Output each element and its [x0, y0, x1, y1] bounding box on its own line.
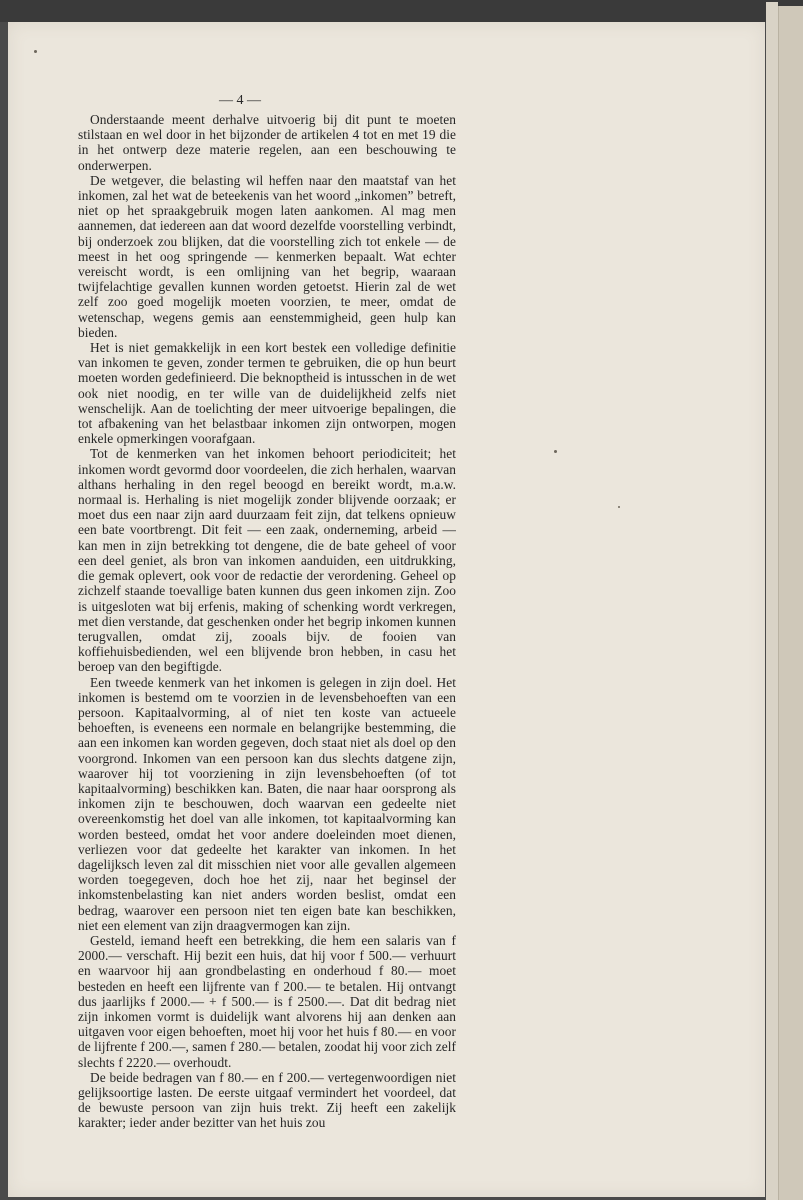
paper-speck: [554, 450, 557, 453]
paper-speck: [618, 506, 620, 508]
page-edge: [766, 2, 778, 1200]
scan-background: [0, 0, 803, 22]
paragraph: Onderstaande meent derhalve uitvoerig bij dit punt te moeten stilstaan en wel door in het bijzonder de artikelen 4 tot en met 19 die in het ontwerp deze materie regelen, aan een beschouwing te onderwerpen.: [78, 112, 456, 173]
paragraph: Een tweede kenmerk van het inkomen is gelegen in zijn doel. Het inkomen is bestemd om te voorzien in de levensbehoeften van een persoon. Kapitaalvorming, al of niet ten koste van actueele behoeften, is eveneens een normale en belangrijke bestemming, die aan een inkomen kan worden gegeven, doch staat niet als doel op den voorgrond. Inkomen van een persoon kan dus slechts datgene zijn, waarover hij tot voorziening in zijn levensbehoeften (of tot kapitaalvorming) beschikken kan. Baten, die naar haar oorsprong als inkomen zijn te beschouwen, doch waarvan een gedeelte niet overeenkomstig het doel van alle inkomen, tot kapitaalvorming kan worden besteed, omdat het voor andere doeleinden moet dienen, verliezen voor dat gedeelte het karakter van inkomen. In het dagelijksch leven zal dit misschien niet voor alle gevallen algemeen worden toegegeven, doch hoe het zij, naar het beginsel der inkomstenbelasting kan niet anders worden beslist, omdat een bedrag, waarover een persoon niet ten eigen bate kan beschikken, niet een element van zijn draagvermogen kan zijn.: [78, 674, 456, 933]
paragraph: Gesteld, iemand heeft een betrekking, die hem een salaris van f 2000.— verschaft. Hij bezit een huis, dat hij voor f 500.— verhuurt en waarvoor hij aan grondbelasting en onderhoud f 80.— moet besteden en heeft een lijfrente van f 200.— te betalen. Hij ontvangt dus jaarlijks f 2000.— + f 500.— is f 2500.—. Dat dit bedrag niet zijn inkomen vormt is duidelijk want alvorens hij aan denken aan uitgaven voor eigen behoeften, moet hij voor het huis f 80.— en voor de lijfrente f 200.—, samen f 280.— betalen, zoodat hij voor zich zelf slechts f 2220.— overhoudt.: [78, 932, 456, 1070]
body-text: [78, 112, 456, 1131]
paper-speck: [34, 50, 37, 53]
paragraph: De wetgever, die belasting wil heffen naar den maatstaf van het inkomen, zal het wat de beteekenis van het woord „inkomen” betreft, niet op het spraakgebruik mogen laten aankomen. Al mag men aannemen, dat iedereen aan dat woord dezelfde voorstelling verbindt, bij onderzoek zou blijken, dat die voorstelling zich tot enkele — de meest in het oog springende — kenmerken bepaalt. Wat echter vereischt wordt, is een omlijning van het begrip, waaraan twijfelachtige gevallen kunnen worden getoetst. Hierin zal de wet zelf zoo goed mogelijk moeten voorzien, te meer, omdat de wetenschap, wegens gemis aan eenstemmigheid, geen hulp kan bieden.: [78, 172, 456, 340]
next-page-edge: [778, 6, 803, 1200]
paragraph: Tot de kenmerken van het inkomen behoort periodiciteit; het inkomen wordt gevormd door voordeelen, die zich herhalen, waarvan althans herhaling in den regel beoogd en bereikt wordt, m.a.w. normaal is. Herhaling is niet mogelijk zonder blijvende oorzaak; er moet dus een naar zijn aard duurzaam feit zijn, dat telkens opnieuw een bate voortbrengt. Dit feit — een zaak, onderneming, arbeid — kan men in zijn betrekking tot dengene, die de bate geheel of voor een deel geniet, als bron van inkomen aanduiden, een uitdrukking, die gemak oplevert, ook voor de redactie der verordening. Geheel op zichzelf staande toevallige baten kunnen dus geen inkomen zijn. Zoo is uitgesloten wat bij erfenis, making of schenking wordt verkregen, met dien verstande, dat geschenken onder het begrip inkomen kunnen terugvallen, omdat zij, zooals bijv. de fooien van koffiehuisbedienden, wel een blijvende bron hebben, in casu het beroep van den begiftigde.: [78, 446, 456, 675]
paragraph: De beide bedragen van f 80.— en f 200.— vertegenwoordigen niet gelijksoortige lasten. De eerste uitgaaf vermindert het voordeel, dat de bewuste persoon van zijn huis trekt. Zij heeft een zakelijk karakter; ieder ander bezitter van het huis zou: [78, 1069, 456, 1131]
paragraph: Het is niet gemakkelijk in een kort bestek een volledige definitie van inkomen te geven, zonder termen te gebruiken, die op hun beurt moeten worden gedefinieerd. Die beknoptheid is intusschen in de wet ook niet noodig, en ter wille van de duidelijkheid zelfs niet wenschelijk. Aan de toelichting der meer uitvoerige bepalingen, die tot afbakening van het belastbaar inkomen zijn ontworpen, mogen enkele opmerkingen voorafgaan.: [78, 340, 456, 447]
page-number: — 4 —: [219, 93, 261, 108]
